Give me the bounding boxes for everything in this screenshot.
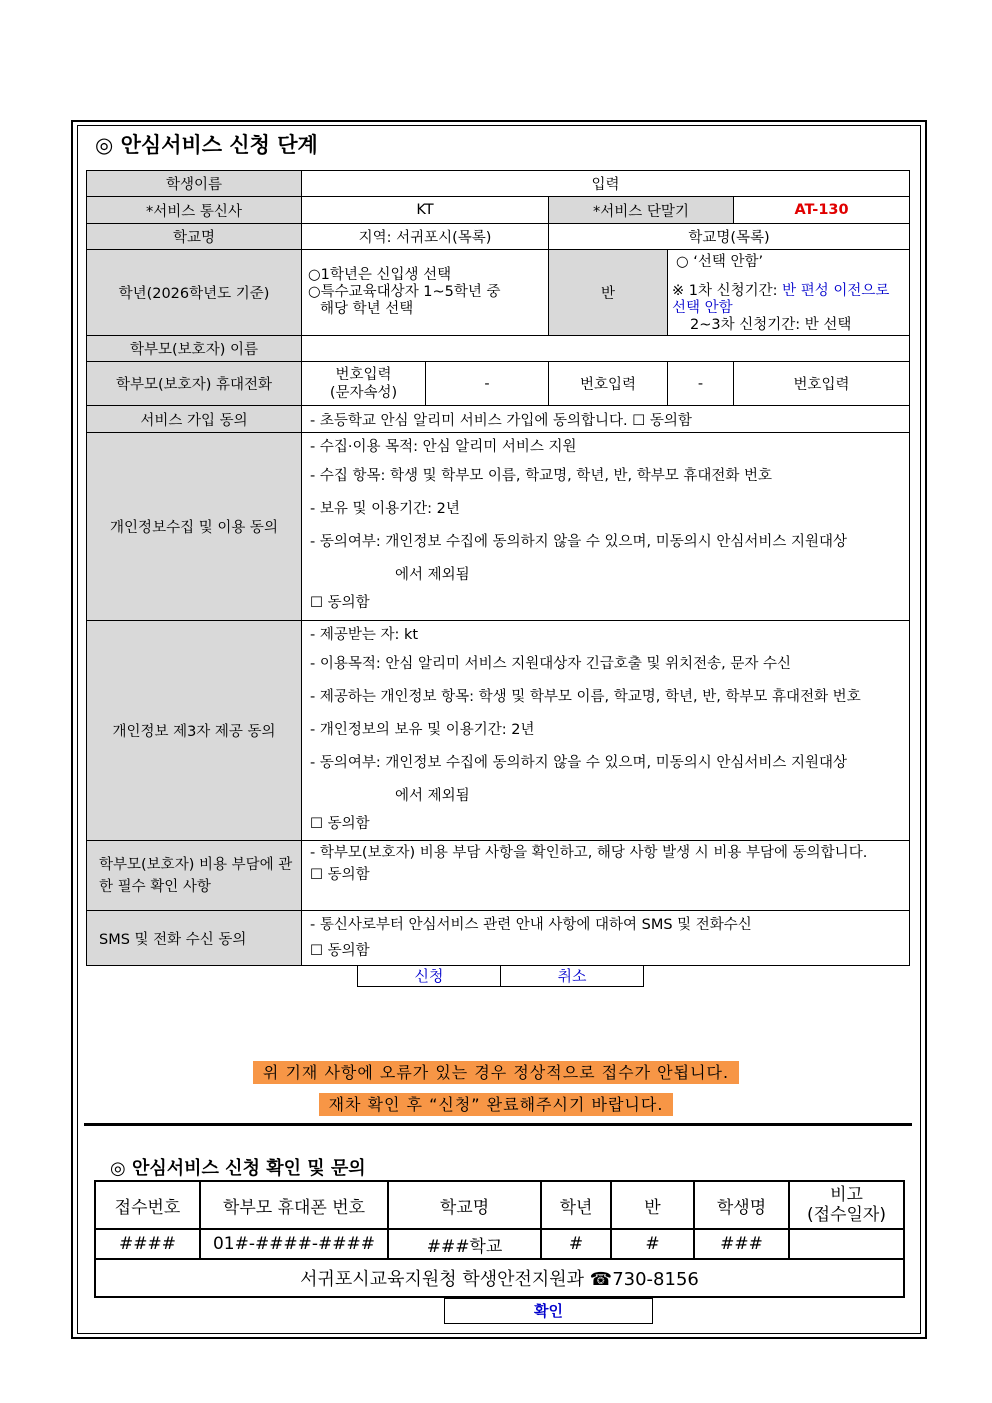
inquiry-cell[interactable] xyxy=(789,1229,904,1259)
privacy-consent xyxy=(302,433,910,621)
sms-text: - 통신사로부터 안심서비스 관련 안내 사항에 대하여 SMS 및 전화수신 xyxy=(310,917,752,933)
inquiry-header: 학교명 xyxy=(388,1181,541,1229)
class-note: ○ ‘선택 안함’ xyxy=(676,254,764,270)
parent-name-label: 학부모(보호자) 이름 xyxy=(87,336,302,362)
parent-phone-label: 학부모(보호자) 휴대전화 xyxy=(87,362,302,406)
phone-dash: - xyxy=(426,362,549,406)
third-party-item: - 동의여부: 개인정보 수집에 동의하지 않을 수 있으며, 미동의시 안심서비스 지원대상 xyxy=(310,755,848,771)
application-form xyxy=(86,170,910,966)
third-party-label: 개인정보 제3자 제공 동의 xyxy=(87,621,302,841)
phone-input-2[interactable]: 번호입력 xyxy=(549,362,668,406)
class-note: 2~3차 신청기간: 반 선택 xyxy=(690,317,852,333)
inquiry-header: 접수번호 xyxy=(95,1181,200,1229)
inquiry-cell[interactable]: ###학교 xyxy=(388,1229,541,1259)
cost-checkbox[interactable]: ☐ 동의함 xyxy=(310,867,370,883)
contact-info: 서귀포시교육지원청 학생안전지원과 ☎730-8156 xyxy=(95,1259,904,1297)
third-party-item: - 제공받는 자: kt xyxy=(310,627,419,643)
inquiry-cell[interactable]: # xyxy=(611,1229,694,1259)
inquiry-header: 학생명 xyxy=(694,1181,789,1229)
class-label: 반 xyxy=(549,250,668,336)
inquiry-cell[interactable]: 01#-####-#### xyxy=(200,1229,388,1259)
cost-consent xyxy=(302,841,910,911)
privacy-item: - 수집·이용 목적: 안심 알리미 서비스 지원 xyxy=(310,439,577,455)
phone-dash: - xyxy=(668,362,734,406)
warning-line-2: 재차 확인 후 “신청” 완료해주시기 바랍니다. xyxy=(0,1092,992,1115)
grade-note: ○특수교육대상자 1~5학년 중 xyxy=(308,284,501,300)
third-party-item: - 개인정보의 보유 및 이용기간: 2년 xyxy=(310,722,535,738)
cost-text: - 학부모(보호자) 비용 부담 사항을 확인하고, 해당 사항 발생 시 비용 부담에 동의합니다. xyxy=(310,845,868,861)
warning-line-1: 위 기재 사항에 오류가 있는 경우 정상적으로 접수가 안됩니다. xyxy=(0,1060,992,1083)
inquiry-cell[interactable]: # xyxy=(541,1229,611,1259)
sms-consent xyxy=(302,911,910,966)
carrier-select[interactable]: KT xyxy=(302,197,549,224)
section-title-inquiry: ◎ 안심서비스 신청 확인 및 문의 xyxy=(110,1158,366,1179)
sms-label: SMS 및 전화 수신 동의 xyxy=(87,911,302,966)
device-label: *서비스 단말기 xyxy=(549,197,734,224)
cancel-button[interactable]: 취소 xyxy=(501,966,644,987)
privacy-item: - 보유 및 이용기간: 2년 xyxy=(310,501,460,517)
inquiry-table xyxy=(94,1180,905,1298)
phone-input-3[interactable]: 번호입력 xyxy=(734,362,910,406)
student-name-label: 학생이름 xyxy=(87,171,302,197)
class-note: ※ 1차 신청기간: 반 편성 이전으로 선택 안함 xyxy=(672,283,890,316)
privacy-item: - 동의여부: 개인정보 수집에 동의하지 않을 수 있으며, 미동의시 안심서비스 지원대상 xyxy=(310,534,848,550)
grade-select[interactable] xyxy=(302,250,549,336)
device-select[interactable]: AT-130 xyxy=(734,197,910,224)
grade-note: 해당 학년 선택 xyxy=(320,301,414,317)
class-select[interactable] xyxy=(668,250,910,336)
inquiry-header: 학년 xyxy=(541,1181,611,1229)
join-consent[interactable]: - 초등학교 안심 알리미 서비스 가입에 동의합니다. ☐ 동의함 xyxy=(302,406,910,433)
carrier-label: *서비스 통신사 xyxy=(87,197,302,224)
third-party-item: 에서 제외됨 xyxy=(395,788,470,804)
privacy-item: 에서 제외됨 xyxy=(395,567,470,583)
privacy-label: 개인정보수집 및 이용 동의 xyxy=(87,433,302,621)
inquiry-header: 비고 (접수일자) xyxy=(789,1181,904,1229)
join-label: 서비스 가입 동의 xyxy=(87,406,302,433)
privacy-item: - 수집 항목: 학생 및 학부모 이름, 학교명, 학년, 반, 학부모 휴대전화 번호 xyxy=(310,468,773,484)
confirm-button[interactable]: 확인 xyxy=(444,1298,653,1324)
apply-button[interactable]: 신청 xyxy=(357,966,501,987)
region-select[interactable]: 지역: 서귀포시(목록) xyxy=(302,224,549,250)
section-divider xyxy=(84,1123,912,1126)
inquiry-cell[interactable]: #### xyxy=(95,1229,200,1259)
section-title-apply: ◎ 안심서비스 신청 단계 xyxy=(95,133,318,157)
third-party-item: - 제공하는 개인정보 항목: 학생 및 학부모 이름, 학교명, 학년, 반, 학부모 휴대전화 번호 xyxy=(310,689,861,705)
cost-label: 학부모(보호자) 비용 부담에 관한 필수 확인 사항 xyxy=(87,841,302,911)
grade-note: ○1학년은 신입생 선택 xyxy=(308,267,452,283)
form-buttons xyxy=(357,966,644,987)
grade-label: 학년(2026학년도 기준) xyxy=(87,250,302,336)
privacy-checkbox[interactable]: ☐ 동의함 xyxy=(310,595,370,611)
sms-checkbox[interactable]: ☐ 동의함 xyxy=(310,943,370,959)
inquiry-cell[interactable]: ### xyxy=(694,1229,789,1259)
school-label: 학교명 xyxy=(87,224,302,250)
third-party-consent xyxy=(302,621,910,841)
third-party-item: - 이용목적: 안심 알리미 서비스 지원대상자 긴급호출 및 위치전송, 문자 수신 xyxy=(310,656,792,672)
third-party-checkbox[interactable]: ☐ 동의함 xyxy=(310,816,370,832)
school-select[interactable]: 학교명(목록) xyxy=(549,224,910,250)
inquiry-header: 학부모 휴대폰 번호 xyxy=(200,1181,388,1229)
phone-input-1[interactable]: 번호입력 (문자속성) xyxy=(302,362,426,406)
student-name-input[interactable]: 입력 xyxy=(302,171,910,197)
parent-name-input[interactable] xyxy=(302,336,910,362)
inquiry-header: 반 xyxy=(611,1181,694,1229)
